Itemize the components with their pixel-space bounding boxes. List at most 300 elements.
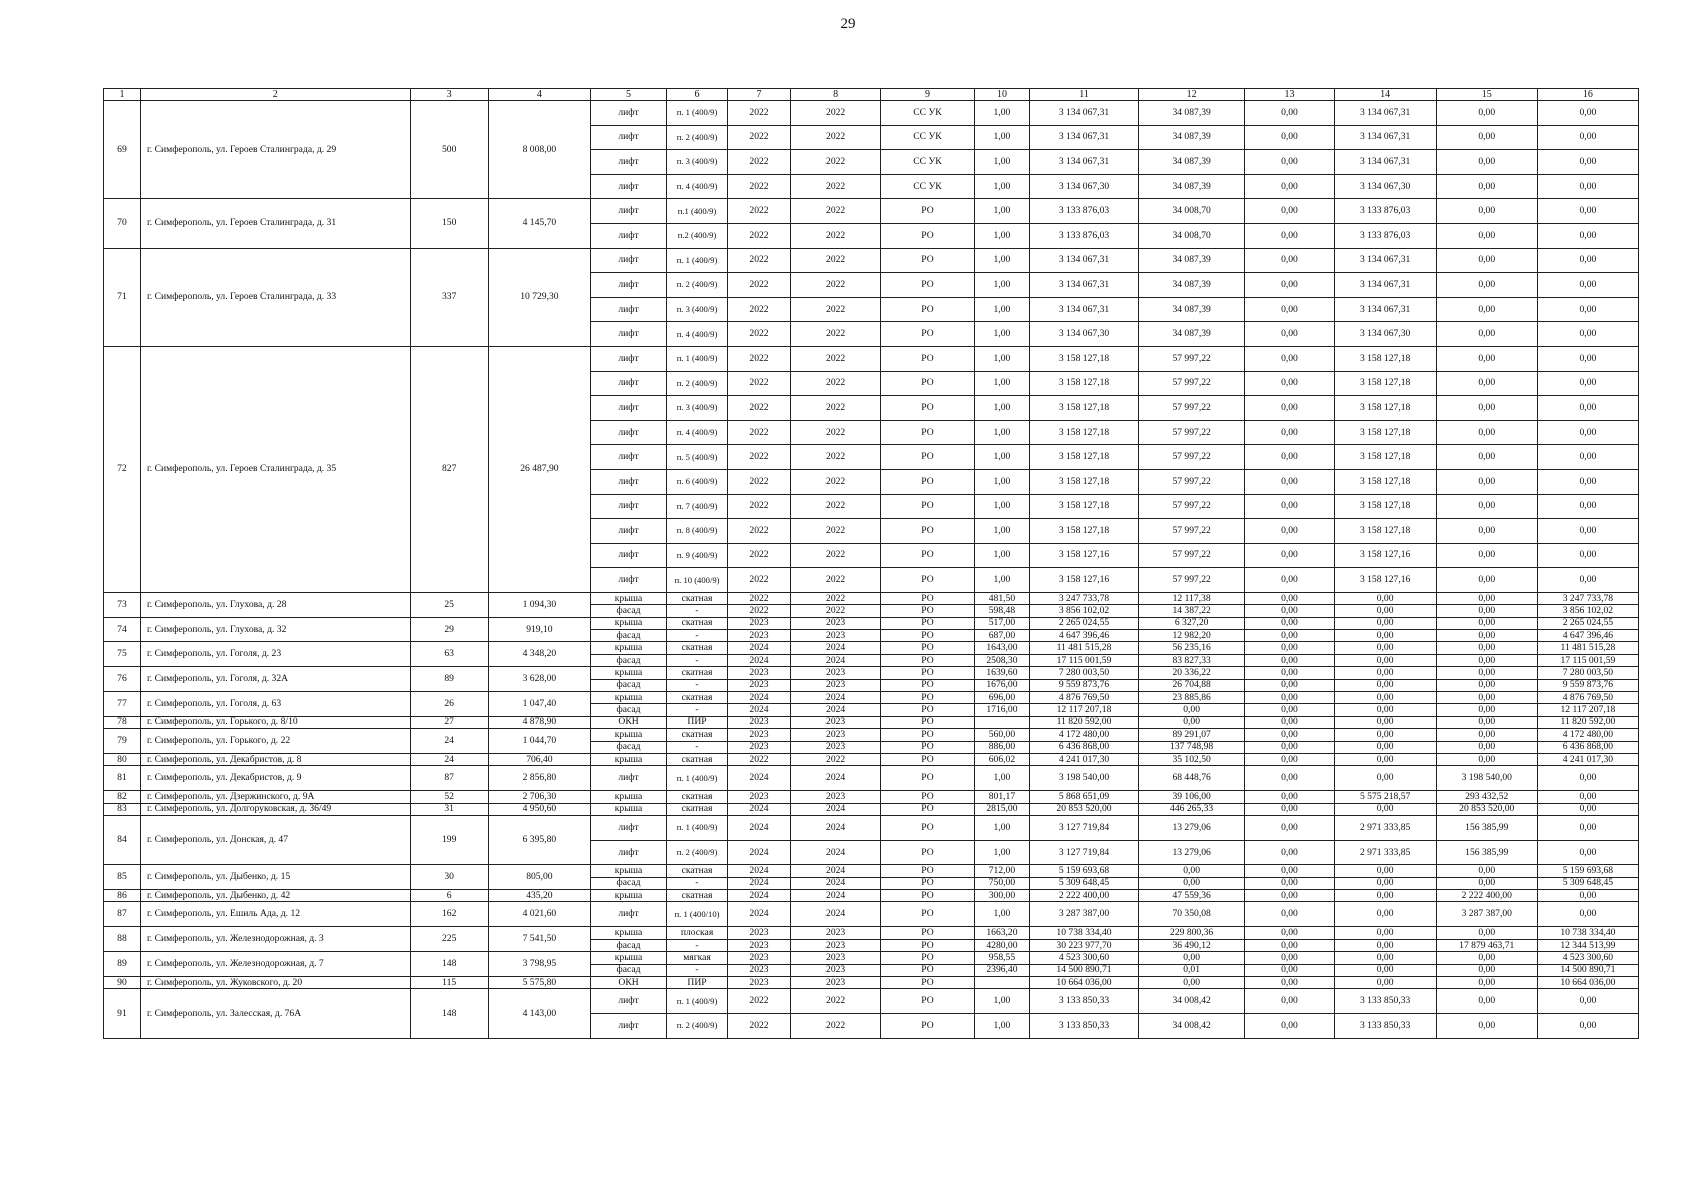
cell-type: фасад [591, 654, 667, 666]
cell-fund-regional: 3 133 876,03 [1334, 199, 1436, 224]
cell-year-done: 2022 [791, 223, 881, 248]
cell-fund-local: 0,00 [1436, 679, 1537, 691]
cell-fund-federal: 0,00 [1245, 729, 1334, 741]
cell-fund-local: 0,00 [1436, 989, 1537, 1014]
cell-fund-local: 0,00 [1436, 630, 1537, 642]
cell-cost: 2 222 400,00 [1030, 890, 1139, 902]
cell-method: РО [881, 248, 974, 273]
cell-area: 919,10 [488, 617, 590, 642]
cell-year-done: 2023 [791, 977, 881, 989]
cell-fund-federal: 0,00 [1245, 766, 1334, 791]
cell-fund-local: 0,00 [1436, 952, 1537, 964]
cell-year-plan: 2022 [727, 371, 790, 396]
cell-residents: 337 [410, 248, 488, 346]
cell-address: г. Симферополь, ул. Дыбенко, д. 42 [140, 890, 410, 902]
cell-subtype: скатная [667, 592, 728, 604]
cell-subtype: плоская [667, 927, 728, 939]
header-cell: 2 [140, 89, 410, 101]
cell-residents: 63 [410, 642, 488, 667]
cell-fund-federal: 0,00 [1245, 445, 1334, 470]
cell-year-plan: 2024 [727, 803, 790, 815]
cell-fund-owners: 0,00 [1537, 543, 1638, 568]
cell-unit-cost: 446 265,33 [1138, 803, 1245, 815]
cell-unit-cost: 34 087,39 [1138, 297, 1245, 322]
cell-unit-cost: 56 235,16 [1138, 642, 1245, 654]
cell-unit-cost: 34 087,39 [1138, 101, 1245, 126]
cell-method: РО [881, 952, 974, 964]
cell-quantity: 1643,00 [974, 642, 1029, 654]
cell-year-plan: 2022 [727, 1014, 790, 1039]
cell-row-number: 69 [104, 101, 141, 199]
cell-area: 5 575,80 [488, 977, 590, 989]
cell-type: фасад [591, 741, 667, 753]
cell-method: РО [881, 716, 974, 728]
cell-subtype: п. 8 (400/9) [667, 519, 728, 544]
cell-subtype: п. 4 (400/9) [667, 174, 728, 199]
cell-fund-federal: 0,00 [1245, 704, 1334, 716]
cell-cost: 20 853 520,00 [1030, 803, 1139, 815]
cell-year-plan: 2024 [727, 890, 790, 902]
cell-residents: 199 [410, 816, 488, 865]
cell-year-done: 2022 [791, 519, 881, 544]
cell-fund-owners: 0,00 [1537, 174, 1638, 199]
cell-row-number: 84 [104, 816, 141, 865]
cell-unit-cost: 0,00 [1138, 877, 1245, 889]
cell-method: РО [881, 679, 974, 691]
cell-unit-cost: 57 997,22 [1138, 346, 1245, 371]
cell-fund-federal: 0,00 [1245, 248, 1334, 273]
cell-area: 3 798,95 [488, 952, 590, 977]
cell-fund-regional: 3 158 127,18 [1334, 469, 1436, 494]
cell-fund-regional: 3 158 127,18 [1334, 519, 1436, 544]
cell-fund-federal: 0,00 [1245, 297, 1334, 322]
cell-cost: 10 664 036,00 [1030, 977, 1139, 989]
cell-address: г. Симферополь, ул. Глухова, д. 28 [140, 592, 410, 617]
cell-year-plan: 2022 [727, 469, 790, 494]
cell-row-number: 79 [104, 729, 141, 754]
cell-cost: 7 280 003,50 [1030, 667, 1139, 679]
cell-method: РО [881, 297, 974, 322]
cell-method: РО [881, 543, 974, 568]
cell-fund-federal: 0,00 [1245, 927, 1334, 939]
cell-area: 1 047,40 [488, 692, 590, 717]
cell-year-plan: 2022 [727, 297, 790, 322]
cell-fund-federal: 0,00 [1245, 716, 1334, 728]
cell-quantity: 696,00 [974, 692, 1029, 704]
header-cell: 15 [1436, 89, 1537, 101]
cell-fund-owners: 6 436 868,00 [1537, 741, 1638, 753]
cell-fund-local: 2 222 400,00 [1436, 890, 1537, 902]
cell-cost: 3 158 127,18 [1030, 420, 1139, 445]
cell-cost: 3 158 127,18 [1030, 494, 1139, 519]
cell-year-plan: 2022 [727, 445, 790, 470]
cell-subtype: п. 3 (400/9) [667, 396, 728, 421]
cell-fund-federal: 0,00 [1245, 125, 1334, 150]
cell-method: СС УК [881, 174, 974, 199]
cell-fund-owners: 3 247 733,78 [1537, 592, 1638, 604]
cell-residents: 31 [410, 803, 488, 815]
cell-type: лифт [591, 199, 667, 224]
cell-fund-owners: 0,00 [1537, 199, 1638, 224]
cell-method: РО [881, 445, 974, 470]
cell-unit-cost: 34 008,70 [1138, 199, 1245, 224]
cell-fund-owners: 14 500 890,71 [1537, 964, 1638, 976]
cell-fund-local: 0,00 [1436, 101, 1537, 126]
cell-fund-federal: 0,00 [1245, 667, 1334, 679]
header-cell: 7 [727, 89, 790, 101]
cell-fund-federal: 0,00 [1245, 420, 1334, 445]
cell-year-plan: 2023 [727, 716, 790, 728]
cell-method: РО [881, 199, 974, 224]
cell-type: лифт [591, 248, 667, 273]
cell-unit-cost: 35 102,50 [1138, 753, 1245, 765]
cell-fund-local: 0,00 [1436, 667, 1537, 679]
cell-fund-federal: 0,00 [1245, 568, 1334, 593]
cell-type: фасад [591, 630, 667, 642]
cell-unit-cost: 0,00 [1138, 704, 1245, 716]
cell-quantity: 1,00 [974, 199, 1029, 224]
cell-type: крыша [591, 692, 667, 704]
cell-fund-regional: 3 134 067,30 [1334, 322, 1436, 347]
cell-address: г. Симферополь, ул. Ешиль Ада, д. 12 [140, 902, 410, 927]
cell-fund-federal: 0,00 [1245, 617, 1334, 629]
cell-unit-cost: 20 336,22 [1138, 667, 1245, 679]
cell-year-done: 2022 [791, 322, 881, 347]
cell-quantity: 1,00 [974, 125, 1029, 150]
cell-cost: 3 133 850,33 [1030, 989, 1139, 1014]
cell-unit-cost: 34 087,39 [1138, 273, 1245, 298]
cell-residents: 148 [410, 989, 488, 1038]
cell-cost: 3 127 719,84 [1030, 816, 1139, 841]
cell-year-plan: 2022 [727, 543, 790, 568]
table-row [104, 989, 1639, 1014]
cell-year-plan: 2023 [727, 630, 790, 642]
cell-fund-regional: 3 134 067,31 [1334, 273, 1436, 298]
cell-residents: 87 [410, 766, 488, 791]
cell-year-plan: 2023 [727, 617, 790, 629]
cell-fund-regional: 3 134 067,31 [1334, 125, 1436, 150]
cell-fund-regional: 3 158 127,18 [1334, 445, 1436, 470]
cell-subtype: п. 1 (400/9) [667, 816, 728, 841]
cell-row-number: 88 [104, 927, 141, 952]
cell-method: СС УК [881, 101, 974, 126]
cell-year-plan: 2022 [727, 125, 790, 150]
cell-year-plan: 2023 [727, 939, 790, 951]
cell-type: фасад [591, 704, 667, 716]
cell-subtype: п. 2 (400/9) [667, 840, 728, 865]
cell-cost: 3 134 067,31 [1030, 248, 1139, 273]
cell-year-done: 2024 [791, 654, 881, 666]
cell-fund-regional: 0,00 [1334, 679, 1436, 691]
table-row [104, 692, 1639, 704]
cell-address: г. Симферополь, ул. Залесская, д. 76А [140, 989, 410, 1038]
cell-method: РО [881, 692, 974, 704]
cell-quantity: 886,00 [974, 741, 1029, 753]
cell-fund-federal: 0,00 [1245, 494, 1334, 519]
cell-fund-owners: 0,00 [1537, 989, 1638, 1014]
cell-year-plan: 2023 [727, 952, 790, 964]
cell-cost: 3 134 067,30 [1030, 174, 1139, 199]
cell-fund-federal: 0,00 [1245, 543, 1334, 568]
cell-subtype: п. 2 (400/9) [667, 371, 728, 396]
cell-year-done: 2022 [791, 445, 881, 470]
cell-unit-cost: 70 350,08 [1138, 902, 1245, 927]
cell-fund-federal: 0,00 [1245, 654, 1334, 666]
header-cell: 4 [488, 89, 590, 101]
cell-fund-regional: 0,00 [1334, 952, 1436, 964]
cell-fund-local: 0,00 [1436, 494, 1537, 519]
header-cell: 6 [667, 89, 728, 101]
cell-year-plan: 2022 [727, 592, 790, 604]
cell-type: лифт [591, 273, 667, 298]
cell-fund-local: 0,00 [1436, 729, 1537, 741]
cell-type: лифт [591, 150, 667, 175]
cell-fund-local: 156 385,99 [1436, 816, 1537, 841]
cell-type: лифт [591, 902, 667, 927]
cell-residents: 500 [410, 101, 488, 199]
cell-fund-local: 0,00 [1436, 445, 1537, 470]
cell-fund-local: 0,00 [1436, 519, 1537, 544]
cell-method: РО [881, 840, 974, 865]
table-row [104, 716, 1639, 728]
cell-row-number: 83 [104, 803, 141, 815]
cell-unit-cost: 89 291,07 [1138, 729, 1245, 741]
table-row [104, 791, 1639, 803]
cell-cost: 3 158 127,16 [1030, 568, 1139, 593]
cell-year-done: 2022 [791, 494, 881, 519]
cell-year-done: 2024 [791, 766, 881, 791]
cell-subtype: - [667, 679, 728, 691]
cell-address: г. Симферополь, ул. Жуковского, д. 20 [140, 977, 410, 989]
cell-fund-regional: 0,00 [1334, 964, 1436, 976]
cell-year-plan: 2024 [727, 692, 790, 704]
cell-area: 8 008,00 [488, 101, 590, 199]
cell-subtype: п. 3 (400/9) [667, 150, 728, 175]
cell-quantity: 1676,00 [974, 679, 1029, 691]
cell-row-number: 74 [104, 617, 141, 642]
cell-cost: 3 158 127,18 [1030, 469, 1139, 494]
cell-quantity: 1,00 [974, 543, 1029, 568]
cell-method: РО [881, 223, 974, 248]
cell-method: РО [881, 816, 974, 841]
cell-cost: 5 159 693,68 [1030, 865, 1139, 877]
cell-quantity: 801,17 [974, 791, 1029, 803]
header-cell: 14 [1334, 89, 1436, 101]
cell-fund-federal: 0,00 [1245, 592, 1334, 604]
cell-residents: 148 [410, 952, 488, 977]
cell-subtype: - [667, 741, 728, 753]
cell-quantity: 1,00 [974, 396, 1029, 421]
cell-year-done: 2023 [791, 716, 881, 728]
cell-method: РО [881, 346, 974, 371]
cell-fund-regional: 0,00 [1334, 605, 1436, 617]
cell-cost: 3 133 850,33 [1030, 1014, 1139, 1039]
cell-year-plan: 2023 [727, 927, 790, 939]
header-cell: 5 [591, 89, 667, 101]
cell-type: лифт [591, 223, 667, 248]
table-row [104, 667, 1639, 679]
header-cell: 10 [974, 89, 1029, 101]
table-row [104, 753, 1639, 765]
cell-method: РО [881, 803, 974, 815]
cell-method: РО [881, 273, 974, 298]
cell-address: г. Симферополь, ул. Железнодорожная, д. 3 [140, 927, 410, 952]
cell-quantity: 1,00 [974, 371, 1029, 396]
cell-type: лифт [591, 396, 667, 421]
cell-fund-local: 0,00 [1436, 704, 1537, 716]
cell-cost: 4 647 396,46 [1030, 630, 1139, 642]
cell-fund-regional: 3 134 067,31 [1334, 101, 1436, 126]
cell-year-done: 2024 [791, 692, 881, 704]
cell-year-done: 2024 [791, 902, 881, 927]
cell-type: лифт [591, 1014, 667, 1039]
cell-subtype: ПИР [667, 977, 728, 989]
cell-subtype: п. 1 (400/9) [667, 766, 728, 791]
cell-cost: 11 820 592,00 [1030, 716, 1139, 728]
cell-quantity: 1,00 [974, 989, 1029, 1014]
cell-unit-cost: 12 117,38 [1138, 592, 1245, 604]
cell-residents: 162 [410, 902, 488, 927]
cell-fund-federal: 0,00 [1245, 396, 1334, 421]
cell-area: 2 706,30 [488, 791, 590, 803]
cell-method: РО [881, 964, 974, 976]
cell-method: РО [881, 420, 974, 445]
cell-cost: 6 436 868,00 [1030, 741, 1139, 753]
cell-year-done: 2024 [791, 803, 881, 815]
table-row [104, 952, 1639, 964]
cell-quantity: 300,00 [974, 890, 1029, 902]
cell-method: РО [881, 322, 974, 347]
cell-fund-owners: 0,00 [1537, 840, 1638, 865]
cell-method: РО [881, 519, 974, 544]
cell-fund-owners: 11 820 592,00 [1537, 716, 1638, 728]
cell-type: лифт [591, 816, 667, 841]
cell-fund-local: 0,00 [1436, 223, 1537, 248]
cell-year-plan: 2022 [727, 753, 790, 765]
cell-quantity [974, 977, 1029, 989]
cell-fund-regional: 3 134 067,30 [1334, 174, 1436, 199]
cell-year-done: 2022 [791, 469, 881, 494]
cell-subtype: п. 4 (400/9) [667, 322, 728, 347]
cell-year-done: 2024 [791, 642, 881, 654]
cell-year-plan: 2024 [727, 877, 790, 889]
cell-fund-regional: 3 158 127,18 [1334, 371, 1436, 396]
cell-fund-federal: 0,00 [1245, 840, 1334, 865]
cell-fund-owners: 4 523 300,60 [1537, 952, 1638, 964]
page-number: 29 [840, 16, 856, 32]
cell-residents: 27 [410, 716, 488, 728]
cell-fund-local: 0,00 [1436, 1014, 1537, 1039]
cell-fund-regional: 3 158 127,16 [1334, 543, 1436, 568]
cell-year-done: 2022 [791, 101, 881, 126]
cell-method: РО [881, 865, 974, 877]
cell-year-plan: 2022 [727, 989, 790, 1014]
cell-quantity: 1,00 [974, 248, 1029, 273]
cell-type: фасад [591, 939, 667, 951]
cell-fund-regional: 0,00 [1334, 692, 1436, 704]
cell-fund-owners: 0,00 [1537, 273, 1638, 298]
cell-fund-regional: 0,00 [1334, 803, 1436, 815]
cell-fund-regional: 0,00 [1334, 877, 1436, 889]
cell-unit-cost: 83 827,33 [1138, 654, 1245, 666]
cell-address: г. Симферополь, ул. Героев Сталинграда, д. 33 [140, 248, 410, 346]
cell-area: 4 143,00 [488, 989, 590, 1038]
cell-cost: 2 265 024,55 [1030, 617, 1139, 629]
cell-fund-federal: 0,00 [1245, 346, 1334, 371]
cell-cost: 4 876 769,50 [1030, 692, 1139, 704]
cell-fund-federal: 0,00 [1245, 150, 1334, 175]
header-cell: 9 [881, 89, 974, 101]
cell-type: крыша [591, 890, 667, 902]
cell-fund-local: 0,00 [1436, 642, 1537, 654]
cell-fund-federal: 0,00 [1245, 977, 1334, 989]
cell-fund-regional: 0,00 [1334, 667, 1436, 679]
cell-fund-local: 0,00 [1436, 248, 1537, 273]
cell-quantity: 1,00 [974, 223, 1029, 248]
cell-fund-local: 293 432,52 [1436, 791, 1537, 803]
cell-year-plan: 2022 [727, 273, 790, 298]
cell-year-plan: 2022 [727, 199, 790, 224]
cell-year-done: 2023 [791, 617, 881, 629]
cell-fund-regional: 0,00 [1334, 902, 1436, 927]
cell-method: РО [881, 902, 974, 927]
cell-fund-local: 17 879 463,71 [1436, 939, 1537, 951]
cell-year-done: 2023 [791, 667, 881, 679]
cell-fund-regional: 3 158 127,18 [1334, 396, 1436, 421]
cell-fund-federal: 0,00 [1245, 741, 1334, 753]
cell-residents: 24 [410, 729, 488, 754]
cell-unit-cost: 57 997,22 [1138, 396, 1245, 421]
cell-subtype: п. 2 (400/9) [667, 273, 728, 298]
cell-residents: 29 [410, 617, 488, 642]
cell-unit-cost: 57 997,22 [1138, 420, 1245, 445]
cell-fund-local: 156 385,99 [1436, 840, 1537, 865]
cell-year-done: 2024 [791, 890, 881, 902]
cell-unit-cost: 57 997,22 [1138, 543, 1245, 568]
cell-fund-regional: 5 575 218,57 [1334, 791, 1436, 803]
cell-type: крыша [591, 753, 667, 765]
cell-method: РО [881, 977, 974, 989]
cell-fund-owners: 0,00 [1537, 420, 1638, 445]
cell-row-number: 80 [104, 753, 141, 765]
cell-fund-federal: 0,00 [1245, 469, 1334, 494]
cell-year-done: 2024 [791, 816, 881, 841]
cell-year-plan: 2022 [727, 519, 790, 544]
cell-fund-regional: 0,00 [1334, 729, 1436, 741]
cell-fund-owners: 4 647 396,46 [1537, 630, 1638, 642]
cell-quantity: 1,00 [974, 150, 1029, 175]
cell-type: крыша [591, 642, 667, 654]
cell-address: г. Симферополь, ул. Героев Сталинграда, д. 31 [140, 199, 410, 248]
cell-unit-cost: 6 327,20 [1138, 617, 1245, 629]
cell-area: 1 094,30 [488, 592, 590, 617]
table-row [104, 890, 1639, 902]
cell-type: лифт [591, 766, 667, 791]
header-row [104, 89, 1639, 101]
cell-fund-regional: 2 971 333,85 [1334, 840, 1436, 865]
cell-area: 4 878,90 [488, 716, 590, 728]
cell-address: г. Симферополь, ул. Долгоруковская, д. 36/49 [140, 803, 410, 815]
cell-method: РО [881, 605, 974, 617]
cell-type: фасад [591, 605, 667, 617]
cell-year-done: 2022 [791, 371, 881, 396]
cell-unit-cost: 34 087,39 [1138, 322, 1245, 347]
cell-subtype: скатная [667, 729, 728, 741]
cell-fund-local: 0,00 [1436, 371, 1537, 396]
cell-type: фасад [591, 877, 667, 889]
cell-fund-owners: 0,00 [1537, 248, 1638, 273]
cell-year-done: 2023 [791, 630, 881, 642]
